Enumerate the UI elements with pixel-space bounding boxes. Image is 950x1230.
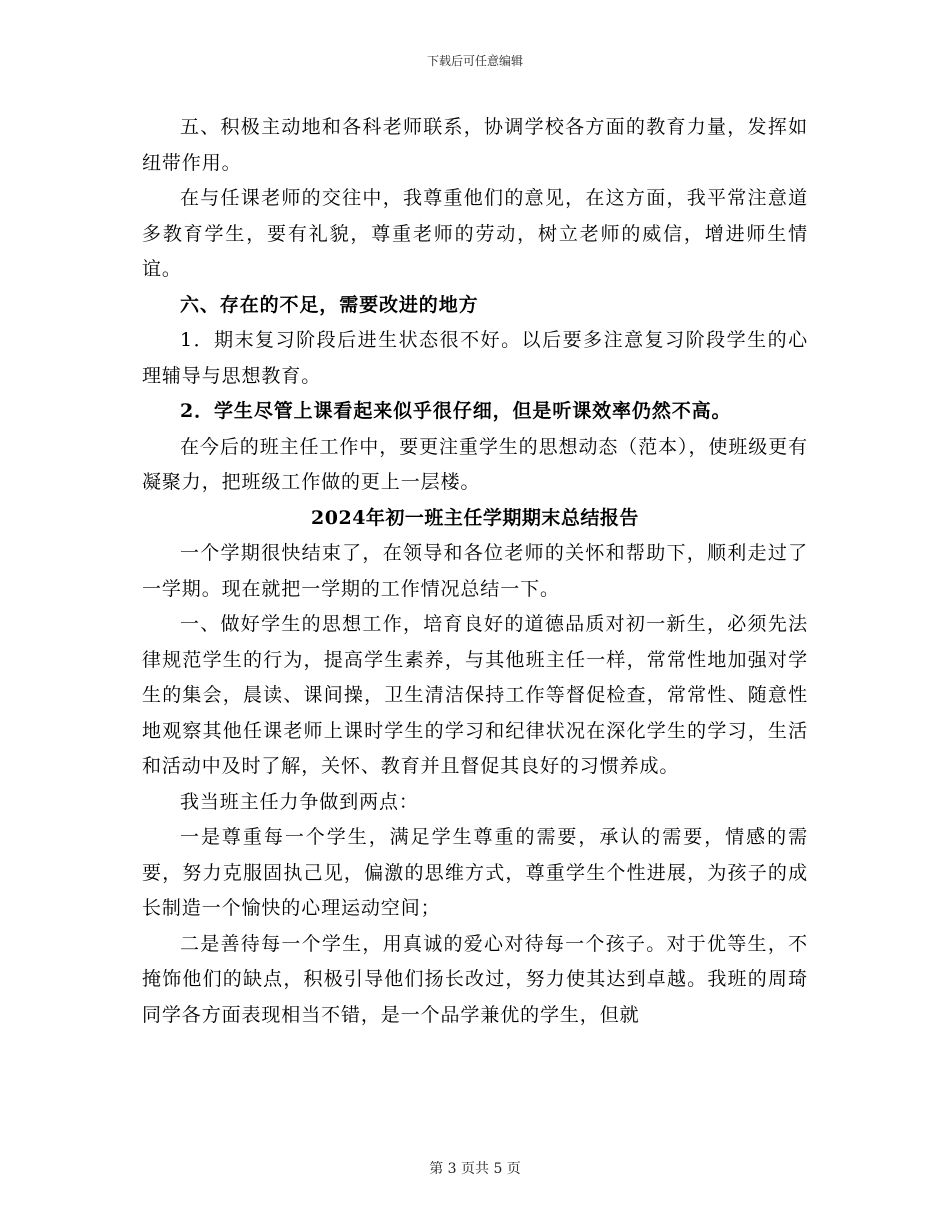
document-body (142, 110, 808, 1033)
page-footer: 第 3 页共 5 页 (429, 1161, 521, 1177)
paragraph-point-kindness: 二是善待每一个学生，用真诚的爱心对待每一个孩子。对于优等生，不掩饰他们的缺点，积极引导他们扬长改过，努力使其达到卓越。我班的周琦同学各方面表现相当不错，是一个品学兼优的学生，但就 (142, 932, 808, 1026)
paragraph-coordination: 五、积极主动地和各科老师联系，协调学校各方面的教育力量，发挥如纽带作用。 (142, 116, 808, 174)
paragraph-point-respect: 一是尊重每一个学生，满足学生尊重的需要，承认的需要，情感的需要，努力克服固执己见，偏激的思维方式，尊重学生个性进展，为孩子的成长制造一个愉快的心理运动空间； (142, 826, 808, 919)
paragraph-moral-education: 一、做好学生的思想工作，培育良好的道德品质对初一新生，必须先法律规范学生的行为，提高学生素养，与其他班主任一样，常常性地加强对学生的集会，晨读、课间操，卫生清洁保持工作等督促检查，常常性、随意性地观察其他任课老师上课时学生的学习和纪律状况在深化学生的学习，生活和活动中及时了解，关怀、教育并且督促其良好的习惯养成。 (142, 613, 808, 777)
paragraph-shortcoming-1: 1．期末复习阶段后进生状态很不好。以后要多注意复习阶段学生的心理辅导与思想教育。 (142, 329, 808, 387)
section-heading-shortcomings: 六、存在的不足，需要改进的地方 (180, 293, 479, 316)
paragraph-future-work: 在今后的班主任工作中，要更注重学生的思想动态（范本），使班级更有凝聚力，把班级工作做的更上一层楼。 (142, 435, 808, 493)
paragraph-teacher-relations: 在与任课老师的交往中，我尊重他们的意见，在这方面，我平常注意道多教育学生，要有礼貌，尊重老师的劳动，树立老师的威信，增进师生情谊。 (142, 187, 808, 280)
report-title: 2024年初一班主任学期期末总结报告 (311, 506, 639, 529)
page-header: 下载后可任意编辑 (426, 54, 523, 68)
paragraph-two-points: 我当班主任力争做到两点： (180, 790, 419, 813)
paragraph-shortcoming-2: 2．学生尽管上课看起来似乎很仔细，但是听课效率仍然不高。 (180, 400, 732, 422)
paragraph-intro: 一个学期很快结束了，在领导和各位老师的关怀和帮助下，顺利走过了一学期。现在就把一学期的工作情况总结一下。 (142, 542, 808, 600)
